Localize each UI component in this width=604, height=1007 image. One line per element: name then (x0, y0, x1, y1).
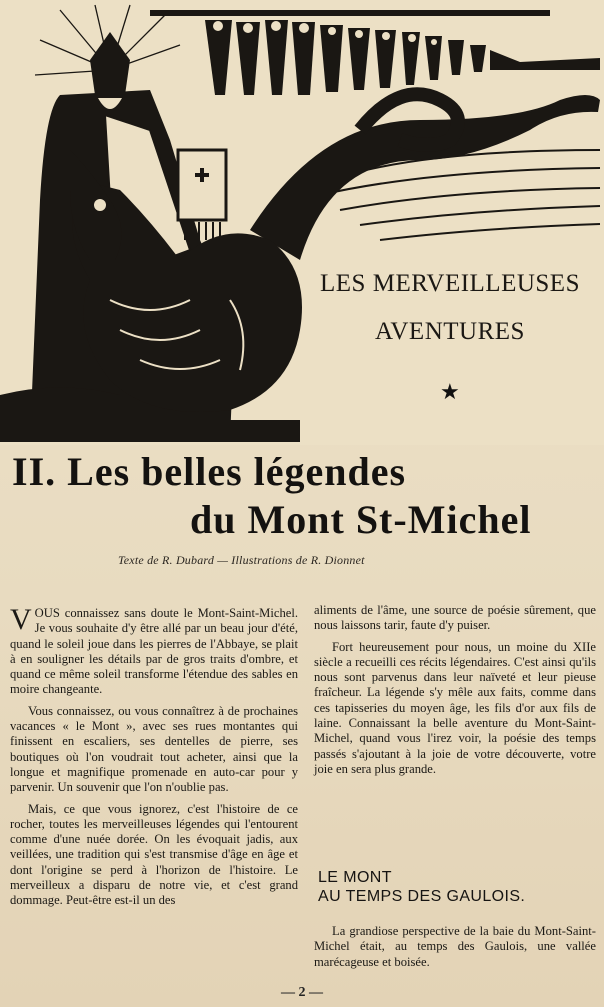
paragraph (10, 603, 298, 698)
series-title-line2: AVENTURES (375, 318, 525, 345)
right-column (314, 603, 596, 783)
woodcut-illustration (0, 0, 604, 445)
article-headline (10, 448, 600, 544)
headline-line1: II. Les belles légendes (12, 449, 407, 494)
paragraph: Mais, ce que vous ignorez, c'est l'histoire de ce rocher, toutes les merveilleuses légendes qui l'entourent comme d'une nuée dorée. On les évoquait jadis, aux veillées, une tradition qui s'est transmise d'âge en âge et dont l'origine se perd à l'horizon de l'histoire. Le merveilleux a disparu de notre vie, et c'est grand dommage. Peut-être est-il un des (10, 801, 298, 908)
section-subheading (318, 868, 598, 906)
headline-line2: du Mont St-Michel (190, 497, 532, 542)
left-column (10, 603, 298, 915)
paragraph: Fort heureusement pour nous, un moine du XIIe siècle a recueilli ces récits légendaires. C'est ainsi qu'ils nous sont parvenus dans leur naïveté et leur pieuse fraîcheur. La légende s'y mêle aux faits, comme dans ces tapisseries du moyen âge, les fils d'or aux fils de laine. Connaissant la belle aventure du Mont-Saint-Michel, quand vous l'irez voir, la poésie des temps passés s'ajoutant à la joie de votre découverte, votre joie en sera plus grande. (314, 639, 596, 776)
star-ornament-icon: ★ (440, 380, 460, 405)
paragraph: Vous connaissez, ou vous connaîtrez à de prochaines vacances « le Mont », avec ses rues montantes qui finissent en escaliers, ses dentelles de pierre, ses boutiques où l'on voudrait tout acheter, ainsi que la longue et magnifique promenade en auto-car pour y parvenir. Un souvenir que l'on n'oublie pas. (10, 703, 298, 795)
credits-line: Texte de R. Dubard — Illustrations de R. Dionnet (118, 553, 365, 567)
series-title-line1: LES MERVEILLEUSES (320, 270, 580, 297)
subheading-line1: LE MONT (318, 869, 392, 886)
paragraph-text: OUS connaissez sans doute le Mont-Saint-Michel. Je vous souhaite d'y être allé par un beau jour d'été, quand le soleil joue dans les pierres de l'Abbaye, se plait à en souligner les détails par de gros traits d'ombre, et quand ce même soleil transforme l'étendue des sables en moire changeante. (10, 606, 298, 697)
drop-cap: V (10, 603, 32, 636)
series-title (300, 270, 600, 346)
bishop-and-dragon-illustration (0, 0, 604, 445)
paragraph: La grandiose perspective de la baie du Mont-Saint-Michel était, au temps des Gaulois, une vallée marécageuse et boisée. (314, 924, 596, 969)
section-2-text (314, 924, 596, 976)
page-number: — 2 — (281, 985, 323, 1000)
subheading-line2: AU TEMPS DES GAULOIS. (318, 888, 526, 905)
paragraph: aliments de l'âme, une source de poésie sûrement, que nous laissons tarir, faute d'y puiser. (314, 603, 596, 633)
